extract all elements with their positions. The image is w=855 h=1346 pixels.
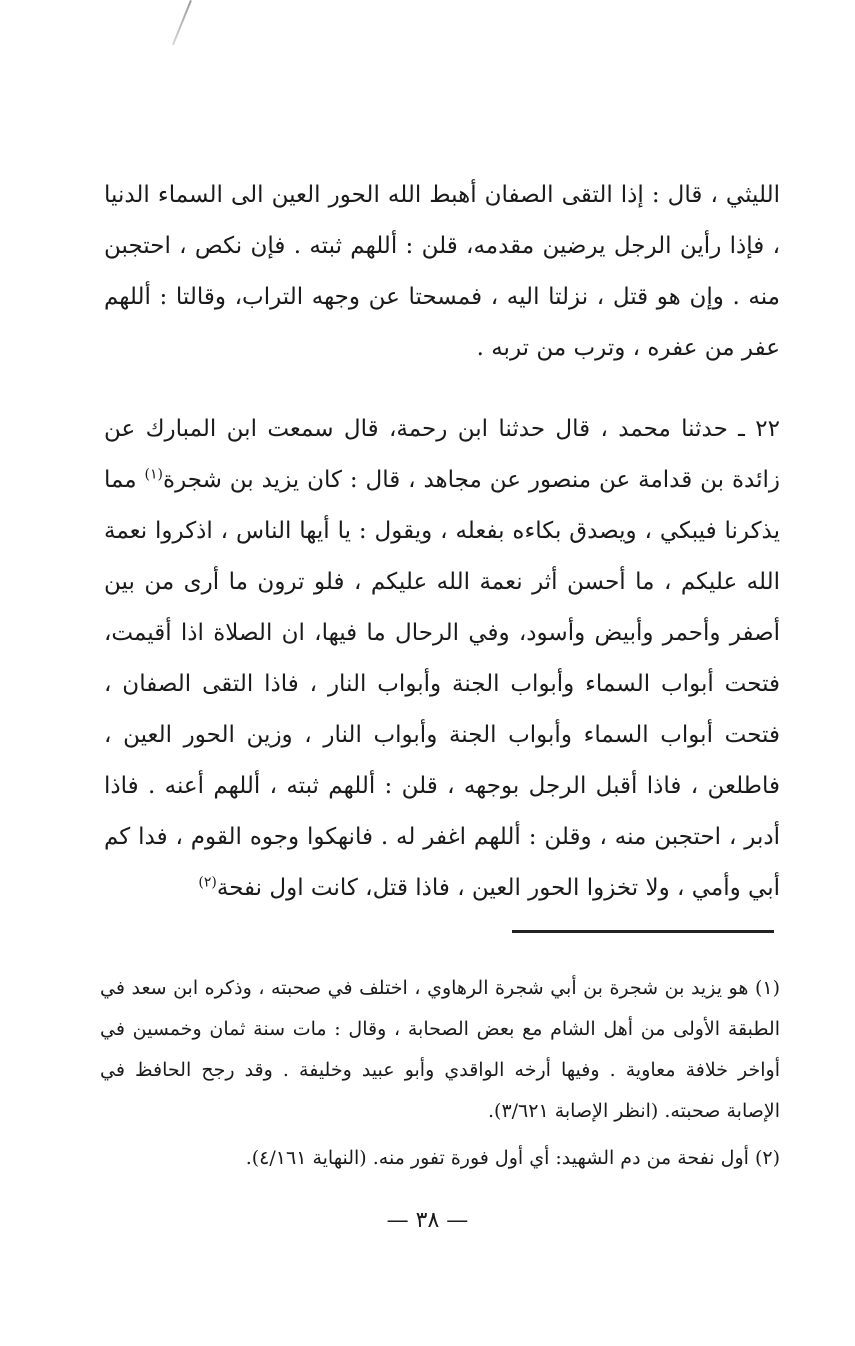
- paragraph-2: [104, 404, 780, 914]
- footnote-2: (٢) أول نفحة من دم الشهيد: أي أول فورة تفور منه. (النهاية ٤/١٦١).: [245, 1147, 780, 1169]
- paragraph-1: الليثي ، قال : إذا التقى الصفان أهبط الله الحور العين الى السماء الدنيا ، فإذا رأين الرجل يرضين مقدمه، قلن : أللهم ثبته . فإن نكص ، احتجبن منه . وإن هو قتل ، نزلتا اليه ، فمسحتا عن وجهه التراب، وقالتا : أللهم عفر من عفره ، وترب من تربه .: [104, 182, 780, 361]
- footnote-ref-2: (٢): [198, 874, 217, 891]
- main-text: [104, 170, 780, 914]
- footnote-1: (١) هو يزيد بن شجرة بن أبي شجرة الرهاوي ، اختلف في صحبته ، وذكره ابن سعد في الطبقة الأولى من أهل الشام مع بعض الصحابة ، وقال : مات سنة ثمان وخمسين في أواخر خلافة معاوية . وفيها أرخه الواقدي وأبو عبيد وخليفة . وقد رجح الحافظ في الإصابة صحبته. (انظر الإصابة ٣/٦٢١).: [100, 977, 780, 1122]
- scan-artifact-line: [172, 0, 192, 45]
- paragraph-2-body: مما يذكرنا فيبكي ، ويصدق بكاءه بفعله ، ويقول : يا أيها الناس ، اذكروا نعمة الله عليكم ، ما أحسن أثر نعمة الله عليكم ، فلو ترون ما أرى من بين أصفر وأحمر وأبيض وأسود، وفي الرحال ما فيها، ان الصلاة اذا أقيمت، فتحت أبواب السماء وأبواب الجنة وأبواب النار ، فاذا التقى الصفان ، فتحت أبواب السماء وأبواب الجنة وأبواب النار ، وزين الحور العين ، فاطلعن ، فاذا أقبل الرجل بوجهه ، قلن : أللهم ثبته ، أللهم أعنه . فاذا أدبر ، احتجبن منه ، وقلن : أللهم اغفر له . فانهكوا وجوه القوم ، فدا كم أبي وأمي ، ولا تخزوا الحور العين ، فاذا قتل، كانت اول نفحة: [104, 467, 780, 901]
- footnotes: [100, 968, 780, 1179]
- page-number: — ٣٨ —: [386, 1208, 469, 1233]
- paragraph-2-opening: ٢٢ ـ حدثنا محمد ، قال حدثنا ابن رحمة، قال سمعت ابن المبارك عن زائدة بن قدامة عن منصور عن مجاهد ، قال : كان يزيد بن شجرة: [104, 416, 781, 493]
- footnote-divider: [512, 930, 774, 933]
- footnote-ref-1: (١): [144, 466, 164, 483]
